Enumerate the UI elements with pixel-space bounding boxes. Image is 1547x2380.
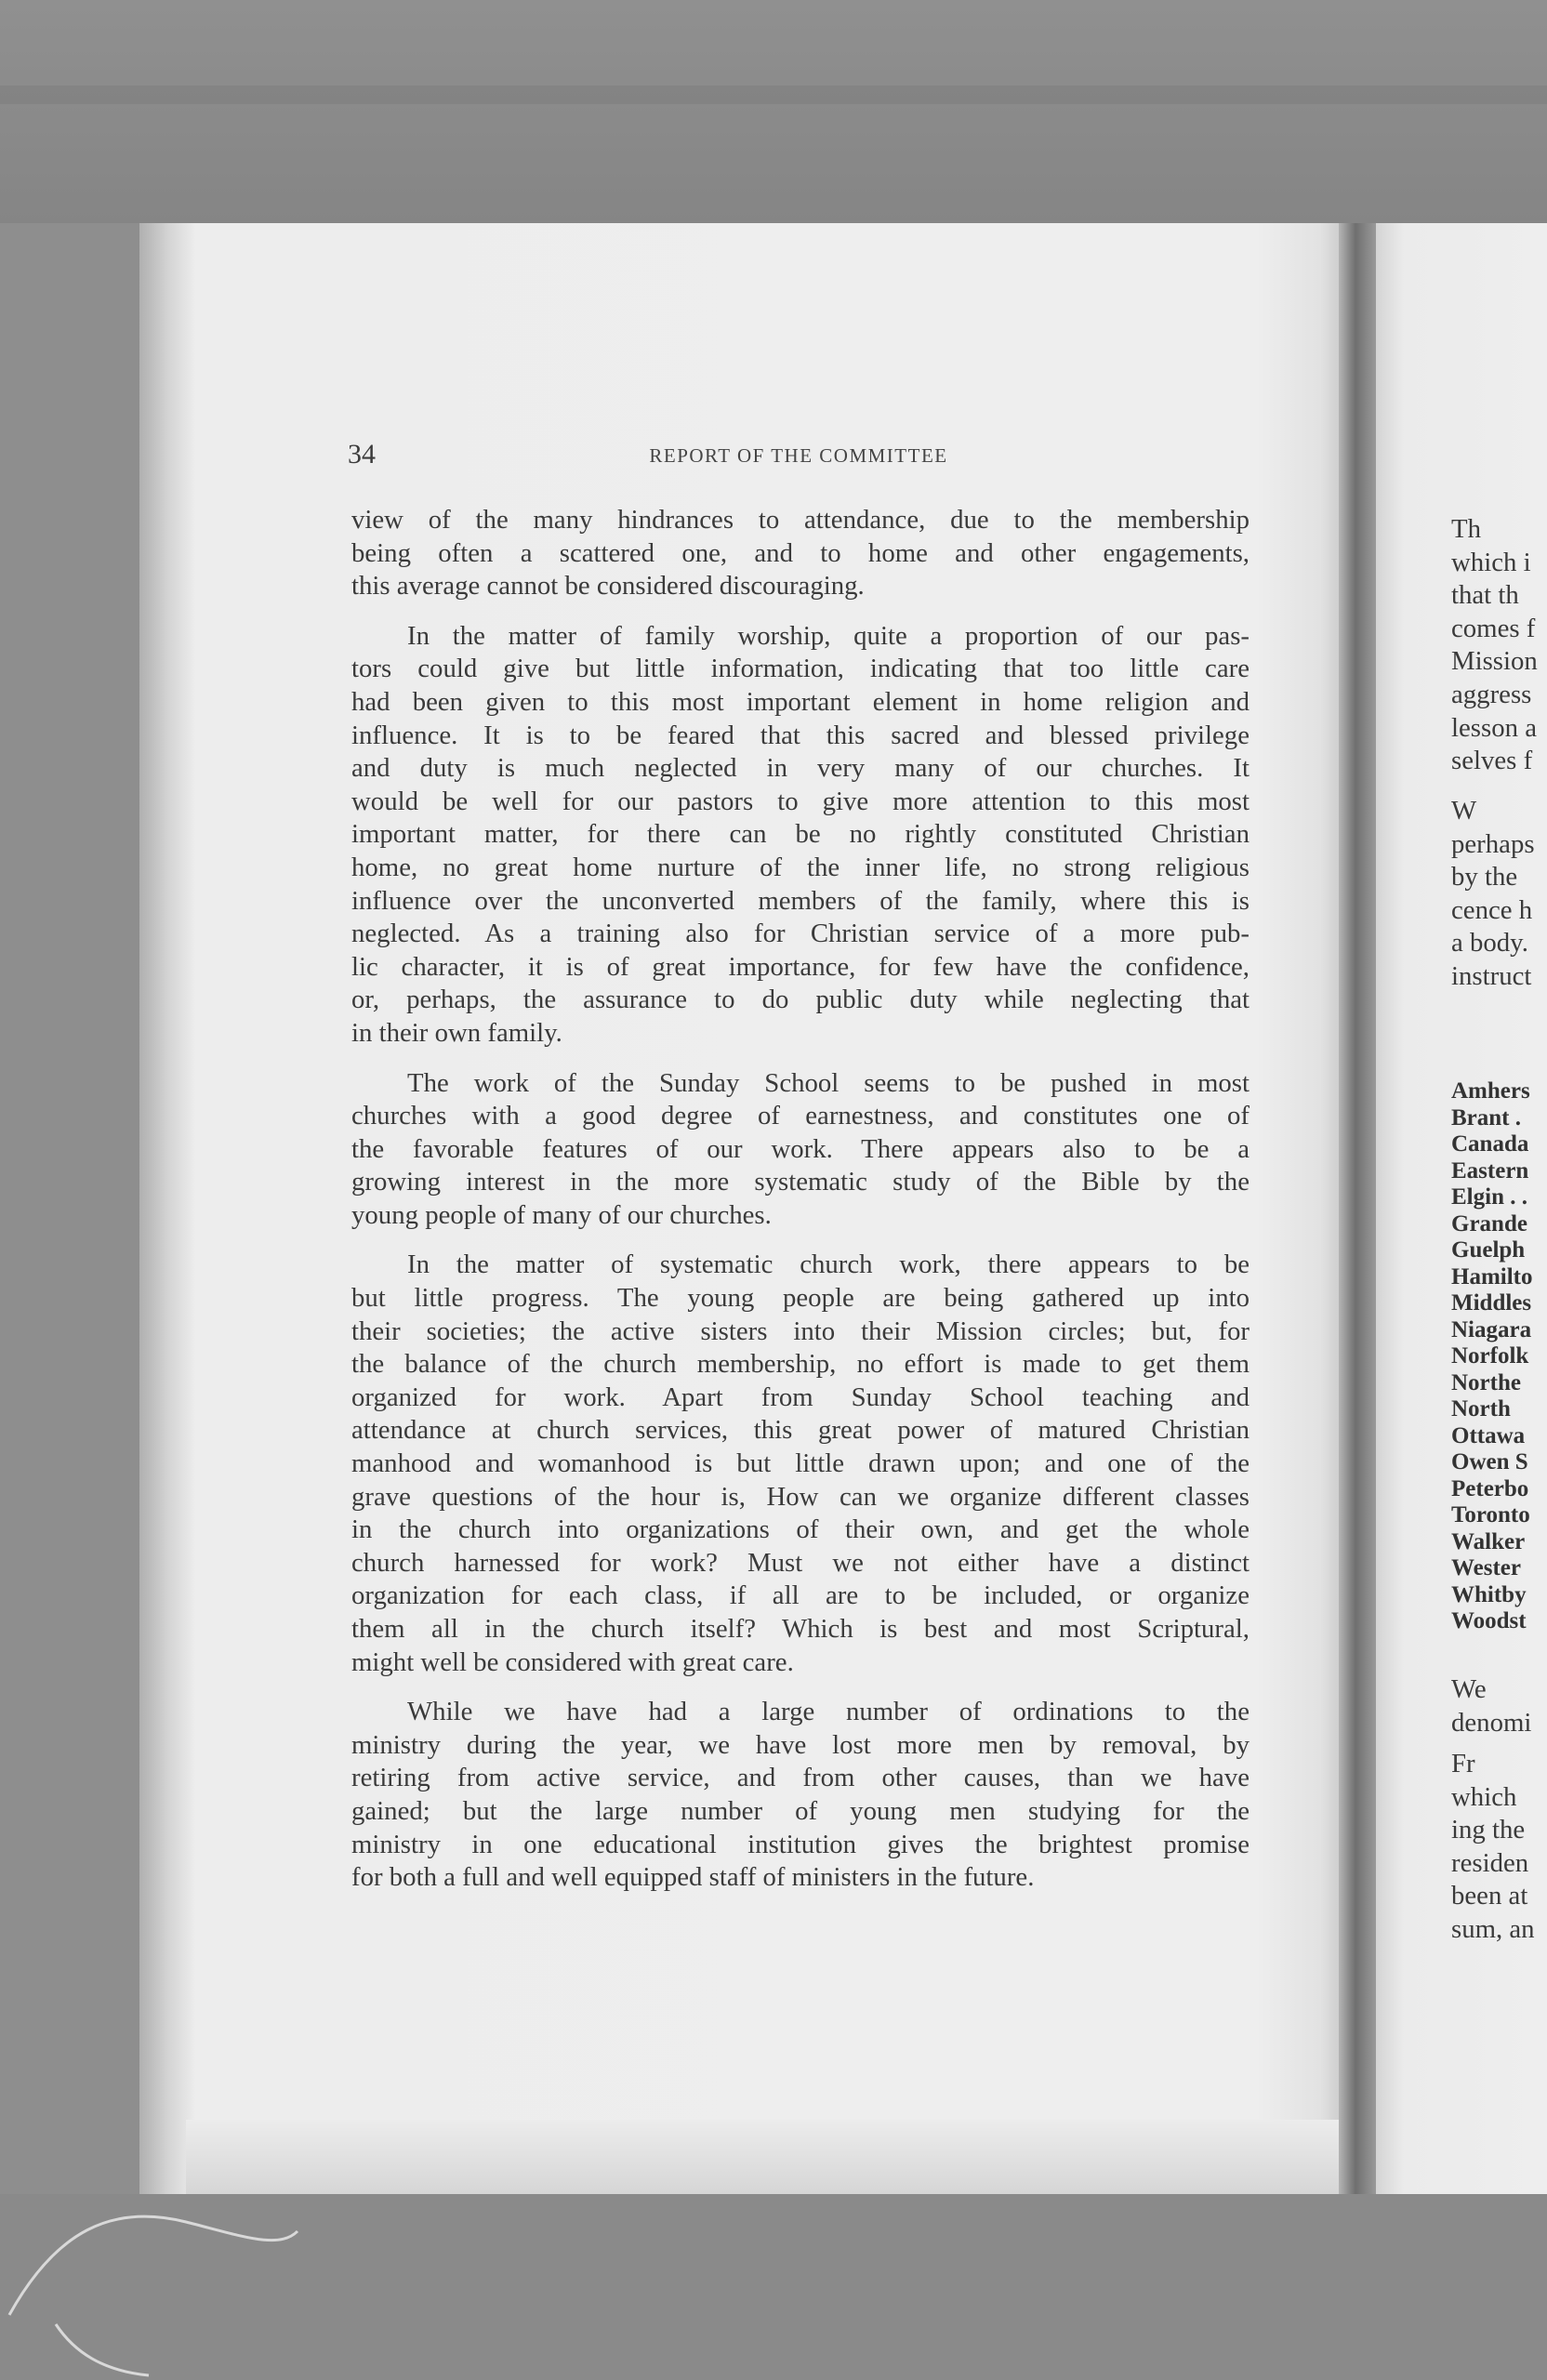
text-line: Northe: [1451, 1369, 1521, 1395]
text-line: attendance at church services, this great power of matured Christian: [351, 1415, 1250, 1446]
paragraph: [351, 1696, 1250, 1895]
text-line: churches with a good degree of earnestness, and constitutes one of: [351, 1101, 1250, 1131]
text-line: and duty is much neglected in very many of our churches. It: [351, 753, 1250, 784]
right-page-county-list: [1451, 1078, 1533, 1635]
text-line: residen: [1451, 1847, 1529, 1878]
text-line: ministry during the year, we have lost more men by removal, by: [351, 1729, 1250, 1760]
text-line: the favorable features of our work. There appears also to be a: [351, 1133, 1250, 1164]
right-page-text-block-3: [1451, 1673, 1547, 1739]
text-line: Canada: [1451, 1131, 1529, 1157]
text-line: In the matter of systematic church work, there appears to be: [407, 1250, 1250, 1280]
text-line: home, no great home nurture of the inner life, no strong religious: [351, 852, 1250, 882]
text-line: church harnessed for work? Must we not either have a distinct: [351, 1547, 1250, 1578]
text-line: gained; but the large number of young men studying for the: [351, 1795, 1250, 1826]
text-line: ing the: [1451, 1815, 1526, 1845]
left-page-edge-shadow: [139, 223, 195, 2194]
text-line: the balance of the church membership, no effort is made to get them: [351, 1349, 1250, 1380]
body-text: [351, 504, 1250, 1911]
text-line: which: [1451, 1781, 1517, 1812]
text-line: Niagara: [1451, 1316, 1532, 1342]
text-line: been at: [1451, 1881, 1528, 1911]
text-line: W: [1451, 796, 1477, 826]
text-line: cence h: [1451, 894, 1533, 925]
text-line: Ottawa: [1451, 1422, 1526, 1448]
text-line: Th: [1451, 514, 1481, 544]
text-line: but little progress. The young people are being gathered up into: [351, 1283, 1250, 1314]
text-line: sum, an: [1451, 1913, 1535, 1944]
paragraph: [351, 1067, 1250, 1233]
text-line: might well be considered with great care.: [351, 1646, 794, 1677]
text-line: Fr: [1451, 1749, 1475, 1778]
text-line: which i: [1451, 547, 1531, 577]
right-page-text-block-1: [1451, 513, 1547, 778]
text-line: Peterbo: [1451, 1475, 1529, 1501]
scan-band: [0, 86, 1547, 104]
running-head: [348, 439, 1250, 476]
pencil-mark-doodle: [0, 2194, 390, 2380]
text-line: We: [1451, 1674, 1487, 1704]
text-line: Hamilto: [1451, 1263, 1533, 1289]
text-line: by the: [1451, 862, 1518, 892]
right-page-text-block-4: [1451, 1748, 1547, 1947]
text-line: Woodst: [1451, 1608, 1527, 1633]
text-line: neglected. As a training also for Christian service of a more pub-: [351, 919, 1250, 949]
text-line: Middles: [1451, 1290, 1532, 1316]
text-line: instruct: [1451, 960, 1532, 991]
text-line: perhaps: [1451, 828, 1535, 859]
text-line: their societies; the active sisters into their Mission circles; but, for: [351, 1316, 1250, 1346]
text-line: Norfolk: [1451, 1343, 1529, 1368]
text-line: Elgin . .: [1451, 1184, 1527, 1210]
text-line: organization for each class, if all are to be included, or organize: [351, 1580, 1250, 1611]
text-line: important matter, for there can be no rightly constituted Christian: [351, 819, 1250, 850]
text-line: denomi: [1451, 1707, 1532, 1738]
text-line: lesson a: [1451, 712, 1537, 743]
text-line: a body.: [1451, 928, 1528, 959]
text-line: Mission: [1451, 646, 1538, 677]
running-head-title: REPORT OF THE COMMITTEE: [649, 444, 948, 467]
text-line: Owen S: [1451, 1449, 1528, 1474]
right-page-text-block-2: [1451, 795, 1547, 994]
text-line: tors could give but little information, indicating that too little care: [351, 654, 1250, 684]
text-line: influence. It is to be feared that this sacred and blessed privilege: [351, 720, 1250, 750]
scan-background-top: [0, 0, 1547, 223]
text-line: The work of the Sunday School seems to be pushed in most: [407, 1067, 1250, 1098]
text-line: Wester: [1451, 1555, 1521, 1580]
text-line: being often a scattered one, and to home and other engagements,: [351, 537, 1250, 568]
text-line: this average cannot be considered discouraging.: [351, 571, 865, 602]
text-line: Whitby: [1451, 1581, 1527, 1607]
text-line: comes f: [1451, 613, 1536, 643]
text-line: in their own family.: [351, 1017, 562, 1048]
text-line: view of the many hindrances to attendance, due to the membership: [351, 505, 1250, 535]
paragraph: [351, 620, 1250, 1051]
text-line: had been given to this most important element in home religion and: [351, 686, 1250, 717]
text-line: in the church into organizations of their own, and get the whole: [351, 1514, 1250, 1545]
text-line: Brant .: [1451, 1104, 1521, 1130]
text-line: North: [1451, 1396, 1511, 1421]
text-line: manhood and womanhood is but little drawn upon; and one of the: [351, 1448, 1250, 1479]
text-line: or, perhaps, the assurance to do public duty while neglecting that: [351, 985, 1250, 1015]
text-line: ministry in one educational institution gives the brightest promise: [351, 1829, 1250, 1859]
text-line: would be well for our pastors to give more attention to this most: [351, 786, 1250, 816]
paragraph: [351, 1249, 1250, 1679]
text-line: retiring from active service, and from other causes, than we have: [351, 1763, 1250, 1793]
page-number: 34: [348, 439, 376, 469]
text-line: for both a full and well equipped staff of ministers in the future.: [351, 1862, 1035, 1893]
text-line: them all in the church itself? Which is best and most Scriptural,: [351, 1614, 1250, 1644]
text-line: organized for work. Apart from Sunday School teaching and: [351, 1382, 1250, 1412]
text-line: Grande: [1451, 1210, 1527, 1236]
text-line: Toronto: [1451, 1502, 1530, 1527]
text-line: influence over the unconverted members of the family, where this is: [351, 885, 1250, 916]
text-line: that th: [1451, 580, 1519, 611]
text-line: In the matter of family worship, quite a proportion of our pas-: [407, 620, 1250, 651]
left-page-bottom-edge: [186, 2120, 1339, 2194]
text-line: grave questions of the hour is, How can we organize different classes: [351, 1481, 1250, 1512]
paragraph: [351, 504, 1250, 603]
book-gutter: [1339, 223, 1376, 2194]
text-line: Amhers: [1451, 1078, 1530, 1104]
text-line: growing interest in the more systematic study of the Bible by the: [351, 1167, 1250, 1197]
text-line: Walker: [1451, 1528, 1526, 1554]
text-line: young people of many of our churches.: [351, 1199, 772, 1230]
text-line: While we have had a large number of ordinations to the: [407, 1697, 1250, 1727]
text-line: aggress: [1451, 679, 1532, 709]
text-line: selves f: [1451, 746, 1533, 776]
text-line: Eastern: [1451, 1157, 1529, 1183]
text-line: lic character, it is of great importance, for few have the confidence,: [351, 951, 1250, 982]
text-line: Guelph: [1451, 1237, 1526, 1263]
